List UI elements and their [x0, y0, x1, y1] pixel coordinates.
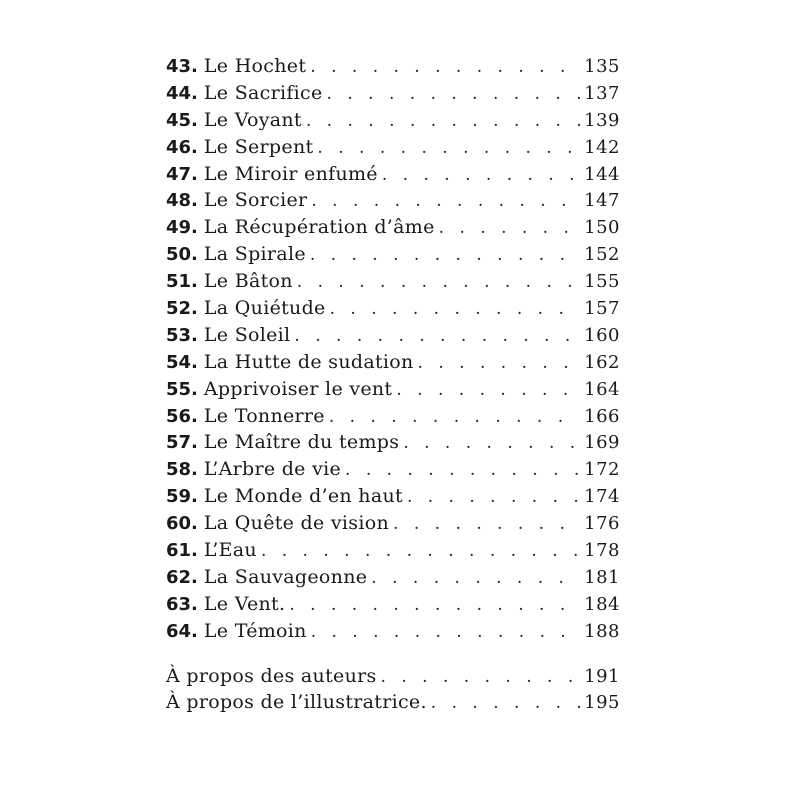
toc-entry[interactable] [166, 349, 620, 376]
entry-number: 58. [166, 459, 198, 481]
dot-leader [330, 296, 581, 322]
entry-number: 62. [166, 566, 198, 588]
toc-entry[interactable] [166, 456, 620, 483]
entry-number: 53. [166, 324, 198, 346]
toc-entry[interactable] [166, 268, 620, 295]
section-gap [166, 645, 620, 663]
toc-entry[interactable] [166, 161, 620, 188]
entry-title: Le Hochet [203, 55, 307, 77]
entry-number: 54. [166, 351, 198, 373]
toc-entry[interactable] [166, 134, 620, 161]
dot-leader [297, 269, 580, 295]
entry-page: 139 [584, 109, 620, 131]
toc-entry[interactable] [166, 537, 620, 564]
toc-entry[interactable] [166, 483, 620, 510]
entry-title: La Récupération d’âme [203, 216, 435, 239]
dot-leader [310, 242, 580, 268]
entry-page: 195 [584, 692, 620, 714]
entry-page: 144 [584, 163, 620, 185]
entry-title: Le Vent. [203, 592, 286, 615]
entry-title: Le Serpent [203, 135, 314, 158]
entry-page: 164 [584, 378, 620, 400]
entry-number: 51. [166, 271, 198, 293]
toc-entry[interactable] [166, 187, 620, 214]
entry-page: 181 [584, 566, 620, 588]
entry-title: L’Arbre de vie [203, 458, 342, 481]
entry-title: La Quête de vision [203, 512, 390, 535]
entry-number: 44. [166, 82, 198, 104]
dot-leader [407, 484, 580, 510]
entry-page: 155 [584, 271, 620, 293]
entry-number: 48. [166, 190, 198, 212]
dot-leader [382, 162, 580, 188]
entry-number: 64. [166, 620, 198, 642]
entry-page: 147 [584, 190, 620, 212]
entry-page: 174 [584, 486, 620, 508]
entry-page: 162 [584, 351, 620, 373]
entry-number: 59. [166, 486, 198, 508]
entry-page: 150 [584, 217, 620, 239]
entry-number: 43. [166, 56, 198, 77]
entry-title: Le Tonnerre [203, 404, 325, 427]
entry-page: 152 [584, 244, 620, 266]
toc-entry[interactable] [166, 429, 620, 456]
toc-entry[interactable] [166, 295, 620, 322]
dot-leader [317, 135, 580, 161]
entry-title: L’Eau [203, 539, 257, 562]
entry-number: 49. [166, 217, 198, 239]
entry-number: 47. [166, 163, 198, 185]
toc-entry[interactable] [166, 107, 620, 134]
entry-page: 184 [584, 593, 620, 615]
entry-page: 172 [584, 459, 620, 481]
dot-leader [403, 430, 580, 456]
entry-number: 57. [166, 432, 198, 454]
dot-leader [311, 188, 580, 214]
entry-page: 166 [584, 405, 620, 427]
toc-entry[interactable] [166, 214, 620, 241]
entry-title: À propos des auteurs [166, 664, 377, 687]
entry-page: 169 [584, 432, 620, 454]
entry-page: 191 [584, 665, 620, 687]
toc-appendix-entry[interactable] [166, 689, 620, 716]
dot-leader [418, 350, 581, 376]
toc-entry[interactable] [166, 618, 620, 645]
dot-leader [311, 619, 580, 645]
toc-entry[interactable] [166, 564, 620, 591]
entry-number: 63. [166, 593, 198, 615]
entry-number: 45. [166, 109, 198, 131]
dot-leader [371, 565, 580, 591]
entry-title: Le Maître du temps [203, 431, 400, 454]
entry-page: 160 [584, 324, 620, 346]
entry-page: 137 [584, 82, 620, 104]
entry-page: 176 [584, 513, 620, 535]
entry-title: La Quiétude [203, 297, 326, 320]
entry-page: 188 [584, 620, 620, 642]
entry-page: 142 [584, 136, 620, 158]
entry-title: Le Voyant [203, 108, 302, 131]
entry-number: 52. [166, 298, 198, 320]
entry-number: 55. [166, 378, 198, 400]
entry-title: Le Miroir enfumé [203, 162, 378, 185]
entry-title: La Hutte de sudation [203, 350, 414, 373]
dot-leader [306, 108, 580, 134]
entry-title: Le Sorcier [203, 189, 308, 212]
entry-number: 50. [166, 244, 198, 266]
entry-page: 178 [584, 540, 620, 562]
toc-entry[interactable] [166, 403, 620, 430]
entry-number: 46. [166, 136, 198, 158]
dot-leader [329, 404, 580, 430]
entry-number: 60. [166, 513, 198, 535]
entry-title: La Sauvageonne [203, 565, 368, 588]
dot-leader [289, 592, 580, 618]
entry-title: Le Sacrifice [203, 81, 323, 104]
toc-entry[interactable] [166, 322, 620, 349]
dot-leader [393, 511, 580, 537]
table-of-contents [166, 53, 620, 716]
toc-entry[interactable] [166, 80, 620, 107]
dot-leader [294, 323, 580, 349]
entry-title: Le Témoin [203, 619, 307, 642]
dot-leader [310, 54, 580, 80]
entry-page: 157 [584, 298, 620, 320]
entry-title: À propos de l’illustratrice. [166, 691, 427, 714]
toc-entry[interactable] [166, 591, 620, 618]
toc-entry[interactable] [166, 510, 620, 537]
entry-title: La Spirale [203, 243, 306, 266]
entry-title: Le Monde d’en haut [203, 485, 403, 508]
entry-number: 56. [166, 405, 198, 427]
entry-number: 61. [166, 540, 198, 562]
dot-leader [327, 81, 581, 107]
entry-title: Le Bâton [203, 270, 293, 293]
entry-title: Apprivoiser le vent [203, 377, 393, 400]
dot-leader [261, 538, 580, 564]
dot-leader [439, 215, 581, 241]
entry-title: Le Soleil [203, 323, 291, 346]
dot-leader [431, 690, 580, 716]
toc-entry[interactable] [166, 241, 620, 268]
toc-appendix-entry[interactable] [166, 663, 620, 690]
dot-leader [381, 664, 581, 690]
toc-entry[interactable] [166, 376, 620, 403]
dot-leader [345, 457, 580, 483]
dot-leader [396, 377, 580, 403]
entry-page: 135 [584, 56, 620, 77]
toc-entry[interactable] [166, 53, 620, 80]
